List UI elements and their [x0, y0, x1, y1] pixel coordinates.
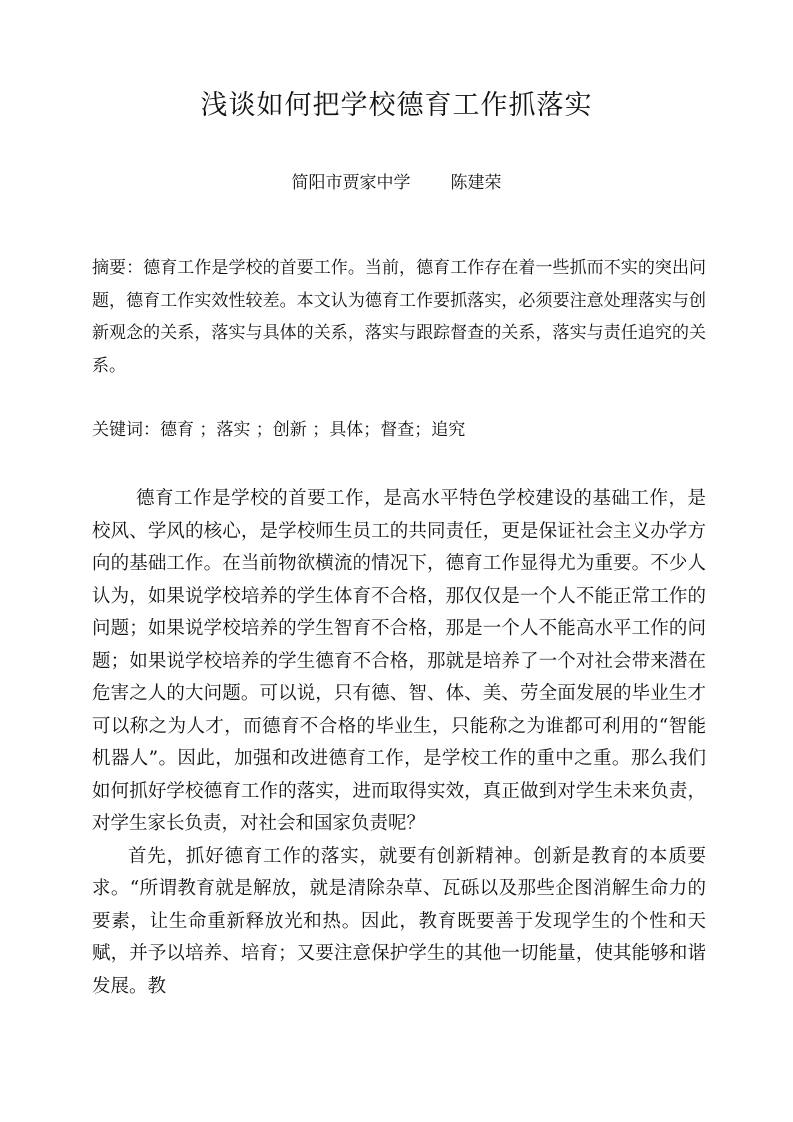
author-school: 简阳市贾家中学 [291, 173, 411, 193]
author-name: 陈建荣 [450, 173, 502, 193]
document-title: 浅谈如何把学校德育工作抓落实 [200, 90, 593, 121]
keywords-line: 关键词：德育 ；落实 ；创新 ；具体；督查；追究 [92, 420, 466, 440]
author-line [0, 170, 793, 196]
abstract-paragraph: 摘要：德育工作是学校的首要工作。当前，德育工作存在着一些抓而不实的突出问题，德育工作实效性较差。本文认为德育工作要抓落实，必须要注意处理落实与创新观念的关系，落实与具体的关系，落实与跟踪督查的关系，落实与责任追究的关系。 [92, 258, 706, 376]
body-text [92, 483, 706, 1003]
body-paragraph-1: 德育工作是学校的首要工作，是高水平特色学校建设的基础工作，是校风、学风的核心，是学校师生员工的共同责任，更是保证社会主义办学方向的基础工作。在当前物欲横流的情况下，德育工作显得尤为重要。不少人认为，如果说学校培养的学生体育不合格，那仅仅是一个人不能正常工作的问题；如果说学校培养的学生智育不合格，那是一个人不能高水平工作的问题；如果说学校培养的学生德育不合格，那就是培养了一个对社会带来潜在危害之人的大问题。可以说，只有德、智、体、美、劳全面发展的毕业生才可以称之为人才，而德育不合格的毕业生，只能称之为谁都可利用的“智能机器人”。因此，加强和改进德育工作，是学校工作的重中之重。那么我们如何抓好学校德育工作的落实，进而取得实效，真正做到对学生未来负责，对学生家长负责，对社会和国家负责呢？ [92, 488, 706, 834]
body-paragraph-2: 首先，抓好德育工作的落实，就要有创新精神。创新是教育的本质要求。“所谓教育就是解放，就是清除杂草、瓦砾以及那些企图消解生命力的要素，让生命重新释放光和热。因此，教育既要善于发现学生的个性和天赋，并予以培养、培育；又要注意保护学生的其他一切能量，使其能够和谐发展。教 [92, 845, 706, 997]
